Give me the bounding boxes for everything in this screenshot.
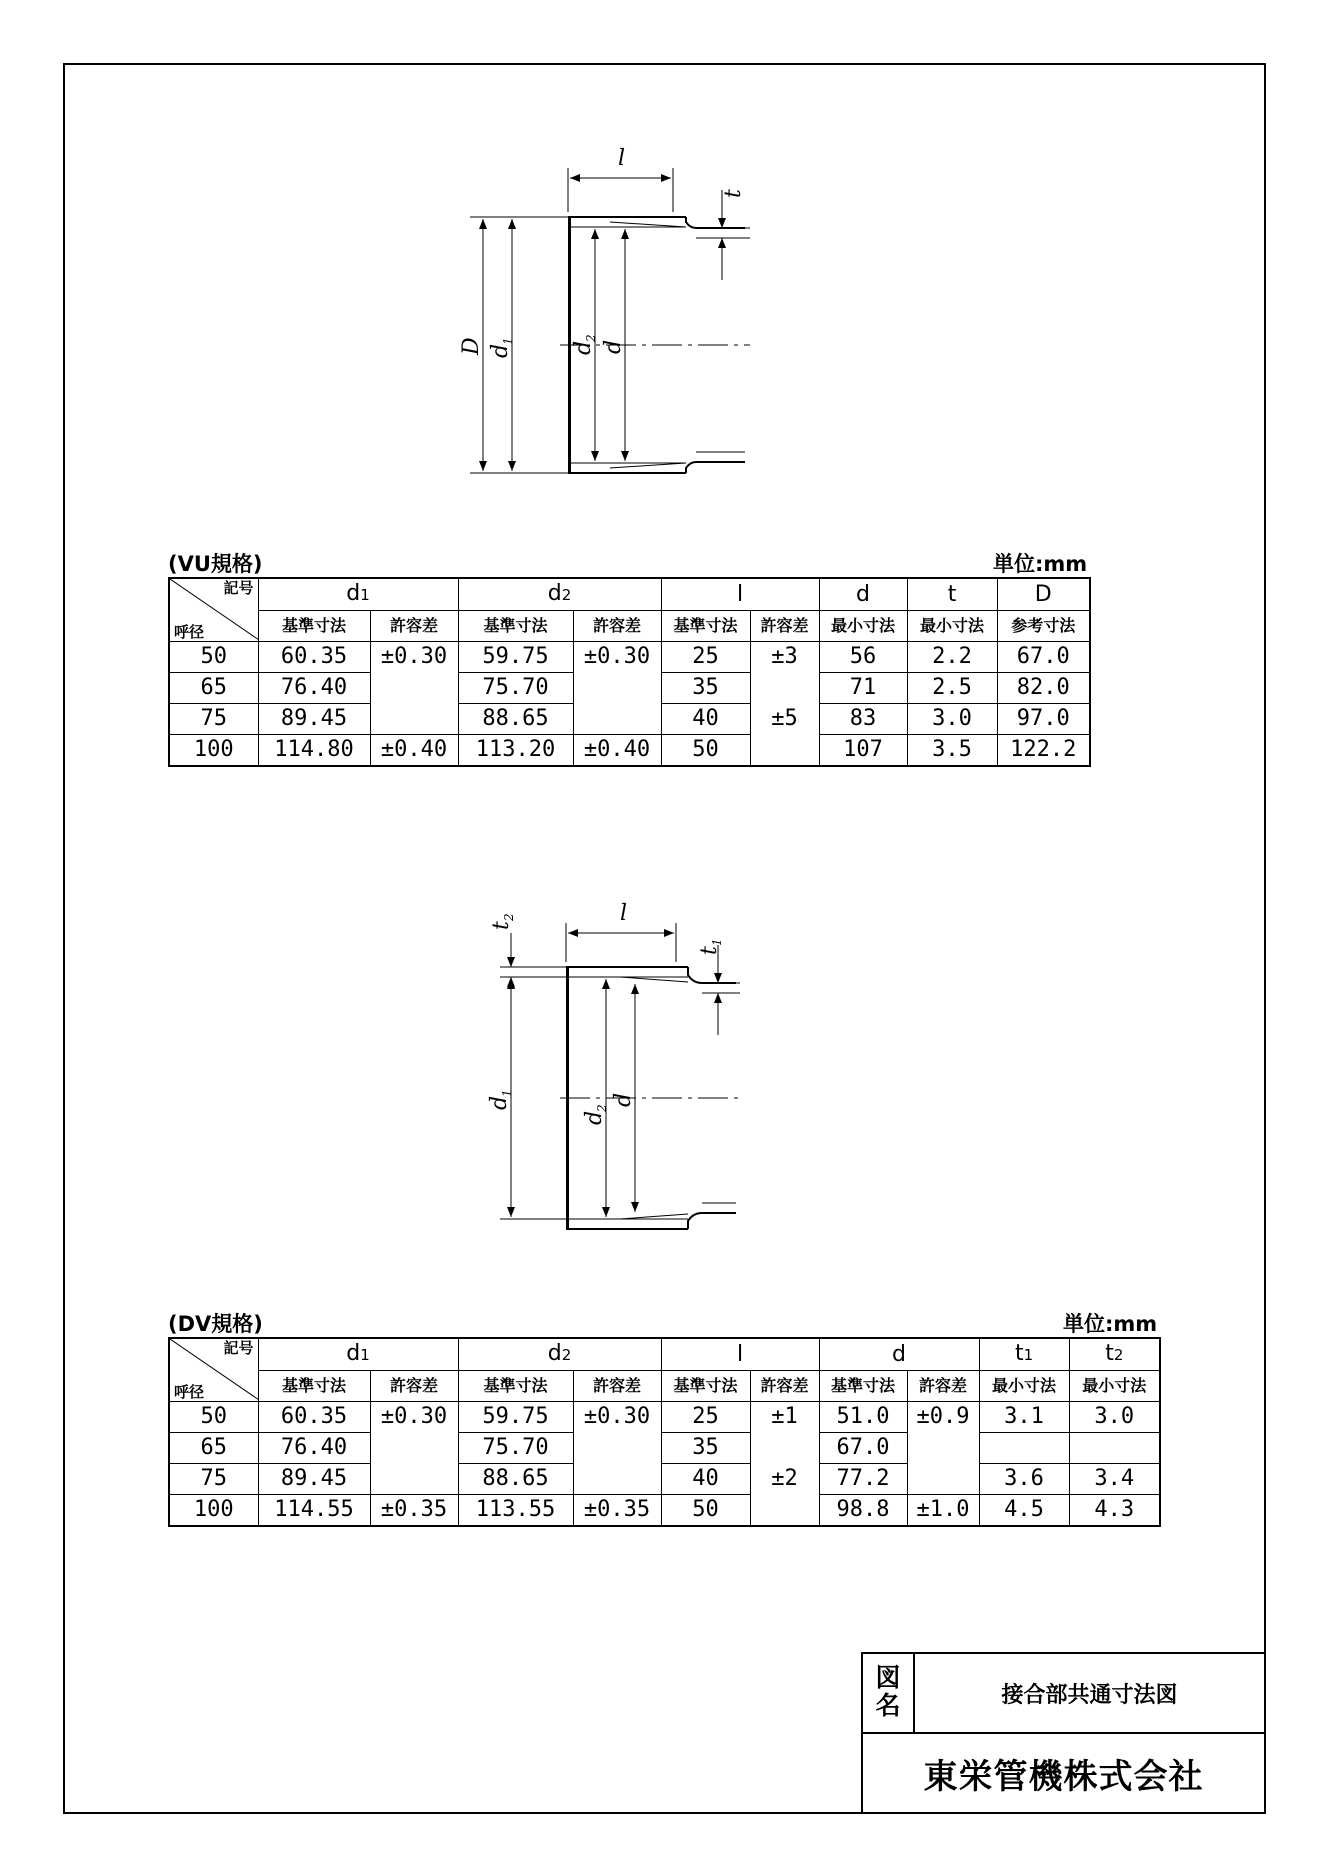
label-d: d — [601, 339, 626, 354]
dv-cell: 3.4 — [1069, 1464, 1160, 1495]
vu-cell: 89.45 — [258, 704, 370, 735]
vu-cell: 65 — [169, 673, 258, 704]
vu-cell: 25 — [661, 642, 750, 673]
dv-cell: 114.55 — [258, 1495, 370, 1527]
dv-head-l: l — [661, 1338, 819, 1371]
dv-cell: 100 — [169, 1495, 258, 1527]
dv-socket-drawing — [470, 895, 770, 1245]
dv-cell: 67.0 — [819, 1433, 907, 1464]
dv-cell: 51.0 — [819, 1402, 907, 1433]
dv-sub-d1-tol: 許容差 — [370, 1371, 458, 1402]
vu-cell: 100 — [169, 735, 258, 767]
drawing-name-label-1: 図 — [875, 1663, 901, 1692]
dv-cell-empty — [750, 1495, 819, 1527]
dv-cell-empty — [1069, 1433, 1160, 1464]
vu-head-d1: d1 — [258, 578, 458, 611]
dv-sub-d2-basic: 基準寸法 — [458, 1371, 573, 1402]
vu-head-t: t — [907, 578, 997, 611]
vu-cell: 67.0 — [997, 642, 1090, 673]
vu-cell: 56 — [819, 642, 907, 673]
label-d2-2-sub: 2 — [595, 1104, 609, 1112]
label-l: l — [618, 146, 626, 171]
vu-cell: 60.35 — [258, 642, 370, 673]
table-row — [169, 1464, 1160, 1495]
label-d1-2: d — [487, 1095, 512, 1110]
dv-cell: 3.0 — [1069, 1402, 1160, 1433]
vu-cell: 71 — [819, 673, 907, 704]
dv-sub-d1-basic: 基準寸法 — [258, 1371, 370, 1402]
vu-corner-symbol: 記号 — [223, 579, 254, 597]
vu-cell: 3.0 — [907, 704, 997, 735]
vu-corner-nominal: 呼径 — [174, 623, 205, 641]
vu-cell: 76.40 — [258, 673, 370, 704]
label-d2: d — [571, 340, 596, 355]
dv-cell: 76.40 — [258, 1433, 370, 1464]
dv-cell: 65 — [169, 1433, 258, 1464]
vu-sub-l-tol: 許容差 — [750, 611, 819, 642]
vu-sub-d2-basic: 基準寸法 — [458, 611, 573, 642]
dv-sub-l-tol: 許容差 — [750, 1371, 819, 1402]
dv-head-t2: t2 — [1069, 1338, 1160, 1371]
dv-cell-empty — [370, 1464, 458, 1495]
dv-cell-empty — [907, 1433, 979, 1464]
dv-cell: 35 — [661, 1433, 750, 1464]
dv-cell-empty — [573, 1464, 661, 1495]
label-l2: l — [620, 901, 628, 926]
vu-sub-D-ref: 参考寸法 — [997, 611, 1090, 642]
dv-head-d: d — [819, 1338, 979, 1371]
dv-cell-empty — [907, 1464, 979, 1495]
vu-head-l: l — [661, 578, 819, 611]
label-t2: t — [489, 921, 514, 930]
vu-cell: ±5 — [750, 704, 819, 735]
dv-sub-t1-min: 最小寸法 — [979, 1371, 1069, 1402]
dv-cell: 25 — [661, 1402, 750, 1433]
dv-cell: 89.45 — [258, 1464, 370, 1495]
vu-cell: ±0.40 — [370, 735, 458, 767]
vu-sub-t-min: 最小寸法 — [907, 611, 997, 642]
vu-cell: ±3 — [750, 642, 819, 673]
vu-sub-l-basic: 基準寸法 — [661, 611, 750, 642]
vu-cell: 50 — [169, 642, 258, 673]
dv-cell: ±0.9 — [907, 1402, 979, 1433]
dv-cell: ±2 — [750, 1464, 819, 1495]
vu-cell: 75 — [169, 704, 258, 735]
vu-cell: ±0.30 — [573, 642, 661, 673]
dv-cell: 75 — [169, 1464, 258, 1495]
dv-cell-empty — [573, 1433, 661, 1464]
label-t1-sub: 1 — [710, 938, 724, 946]
label-d2-2: d — [582, 1110, 607, 1125]
vu-cell: 113.20 — [458, 735, 573, 767]
dv-cell-empty — [979, 1433, 1069, 1464]
company-name: 東栄管機株式会社 — [923, 1756, 1204, 1797]
vu-cell: 40 — [661, 704, 750, 735]
vu-sub-d2-tol: 許容差 — [573, 611, 661, 642]
dv-cell: ±0.30 — [370, 1402, 458, 1433]
dv-cell-empty — [370, 1433, 458, 1464]
vu-cell-empty — [370, 673, 458, 704]
label-t1: t — [697, 946, 722, 955]
dv-sub-l-basic: 基準寸法 — [661, 1371, 750, 1402]
drawing-name: 接合部共通寸法図 — [915, 1654, 1264, 1734]
drawing-name-label-2: 名 — [875, 1691, 901, 1720]
dv-cell: 40 — [661, 1464, 750, 1495]
dv-cell: 4.5 — [979, 1495, 1069, 1527]
label-t2-sub: 2 — [502, 913, 516, 921]
dv-cell: 50 — [661, 1495, 750, 1527]
vu-cell: 88.65 — [458, 704, 573, 735]
vu-cell: 50 — [661, 735, 750, 767]
vu-cell: 2.5 — [907, 673, 997, 704]
vu-cell: ±0.40 — [573, 735, 661, 767]
vu-cell: 82.0 — [997, 673, 1090, 704]
dv-cell: ±1 — [750, 1402, 819, 1433]
vu-head-d: d — [819, 578, 907, 611]
vu-head-d2: d2 — [458, 578, 661, 611]
dv-corner-symbol: 記号 — [223, 1339, 254, 1357]
dv-head-d2: d2 — [458, 1338, 661, 1371]
drawing-name-label — [863, 1654, 915, 1734]
dv-cell: 3.1 — [979, 1402, 1069, 1433]
dv-sub-d2-tol: 許容差 — [573, 1371, 661, 1402]
dv-sub-d-basic: 基準寸法 — [819, 1371, 907, 1402]
dv-head-d1: d1 — [258, 1338, 458, 1371]
label-d2-sub: 2 — [584, 334, 598, 342]
table-row — [169, 735, 1090, 767]
vu-cell-empty — [750, 673, 819, 704]
dv-unit: 単位:mm — [1063, 1312, 1158, 1336]
vu-spec-table — [168, 577, 1091, 767]
vu-cell: 35 — [661, 673, 750, 704]
dv-corner-nominal: 呼径 — [174, 1383, 205, 1401]
vu-cell-empty — [573, 673, 661, 704]
label-d1-2-sub: 1 — [500, 1089, 514, 1097]
vu-caption: (VU規格) — [168, 552, 263, 576]
label-D: D — [459, 337, 484, 355]
table-row — [169, 642, 1090, 673]
dv-caption: (DV規格) — [168, 1312, 263, 1336]
table-row — [169, 1495, 1160, 1527]
dv-spec-table — [168, 1337, 1161, 1527]
vu-corner-cell — [169, 578, 258, 642]
dv-cell: ±0.35 — [573, 1495, 661, 1527]
vu-cell: 83 — [819, 704, 907, 735]
vu-cell: 75.70 — [458, 673, 573, 704]
dv-cell: 98.8 — [819, 1495, 907, 1527]
vu-cell: 107 — [819, 735, 907, 767]
vu-sub-d1-basic: 基準寸法 — [258, 611, 370, 642]
vu-head-D: D — [997, 578, 1090, 611]
vu-cell: 122.2 — [997, 735, 1090, 767]
dv-sub-t2-min: 最小寸法 — [1069, 1371, 1160, 1402]
dv-cell: ±0.35 — [370, 1495, 458, 1527]
table-row — [169, 704, 1090, 735]
dv-cell: 77.2 — [819, 1464, 907, 1495]
table-row — [169, 1433, 1160, 1464]
vu-cell: 97.0 — [997, 704, 1090, 735]
vu-cell-empty — [750, 735, 819, 767]
dv-cell: 50 — [169, 1402, 258, 1433]
dv-cell-empty — [750, 1433, 819, 1464]
label-t: t — [721, 189, 746, 198]
vu-cell-empty — [573, 704, 661, 735]
dv-cell: ±0.30 — [573, 1402, 661, 1433]
vu-socket-drawing — [450, 140, 770, 490]
table-row — [169, 673, 1090, 704]
vu-unit: 単位:mm — [993, 552, 1088, 576]
dv-cell: 88.65 — [458, 1464, 573, 1495]
title-block — [861, 1652, 1266, 1814]
dv-cell: 4.3 — [1069, 1495, 1160, 1527]
vu-cell: 2.2 — [907, 642, 997, 673]
vu-cell: 59.75 — [458, 642, 573, 673]
dv-cell: 59.75 — [458, 1402, 573, 1433]
dv-cell: 3.6 — [979, 1464, 1069, 1495]
vu-sub-d1-tol: 許容差 — [370, 611, 458, 642]
vu-cell-empty — [370, 704, 458, 735]
dv-cell: 113.55 — [458, 1495, 573, 1527]
vu-cell: ±0.30 — [370, 642, 458, 673]
table-row — [169, 1402, 1160, 1433]
dv-cell: 75.70 — [458, 1433, 573, 1464]
dv-cell: ±1.0 — [907, 1495, 979, 1527]
dv-corner-cell — [169, 1338, 258, 1402]
label-d-2: d — [611, 1092, 636, 1107]
label-d1-sub: 1 — [501, 337, 515, 345]
dv-cell: 60.35 — [258, 1402, 370, 1433]
vu-cell: 114.80 — [258, 735, 370, 767]
dv-sub-d-tol: 許容差 — [907, 1371, 979, 1402]
label-d1: d — [488, 343, 513, 358]
vu-cell: 3.5 — [907, 735, 997, 767]
dv-head-t1: t1 — [979, 1338, 1069, 1371]
vu-sub-d-min: 最小寸法 — [819, 611, 907, 642]
